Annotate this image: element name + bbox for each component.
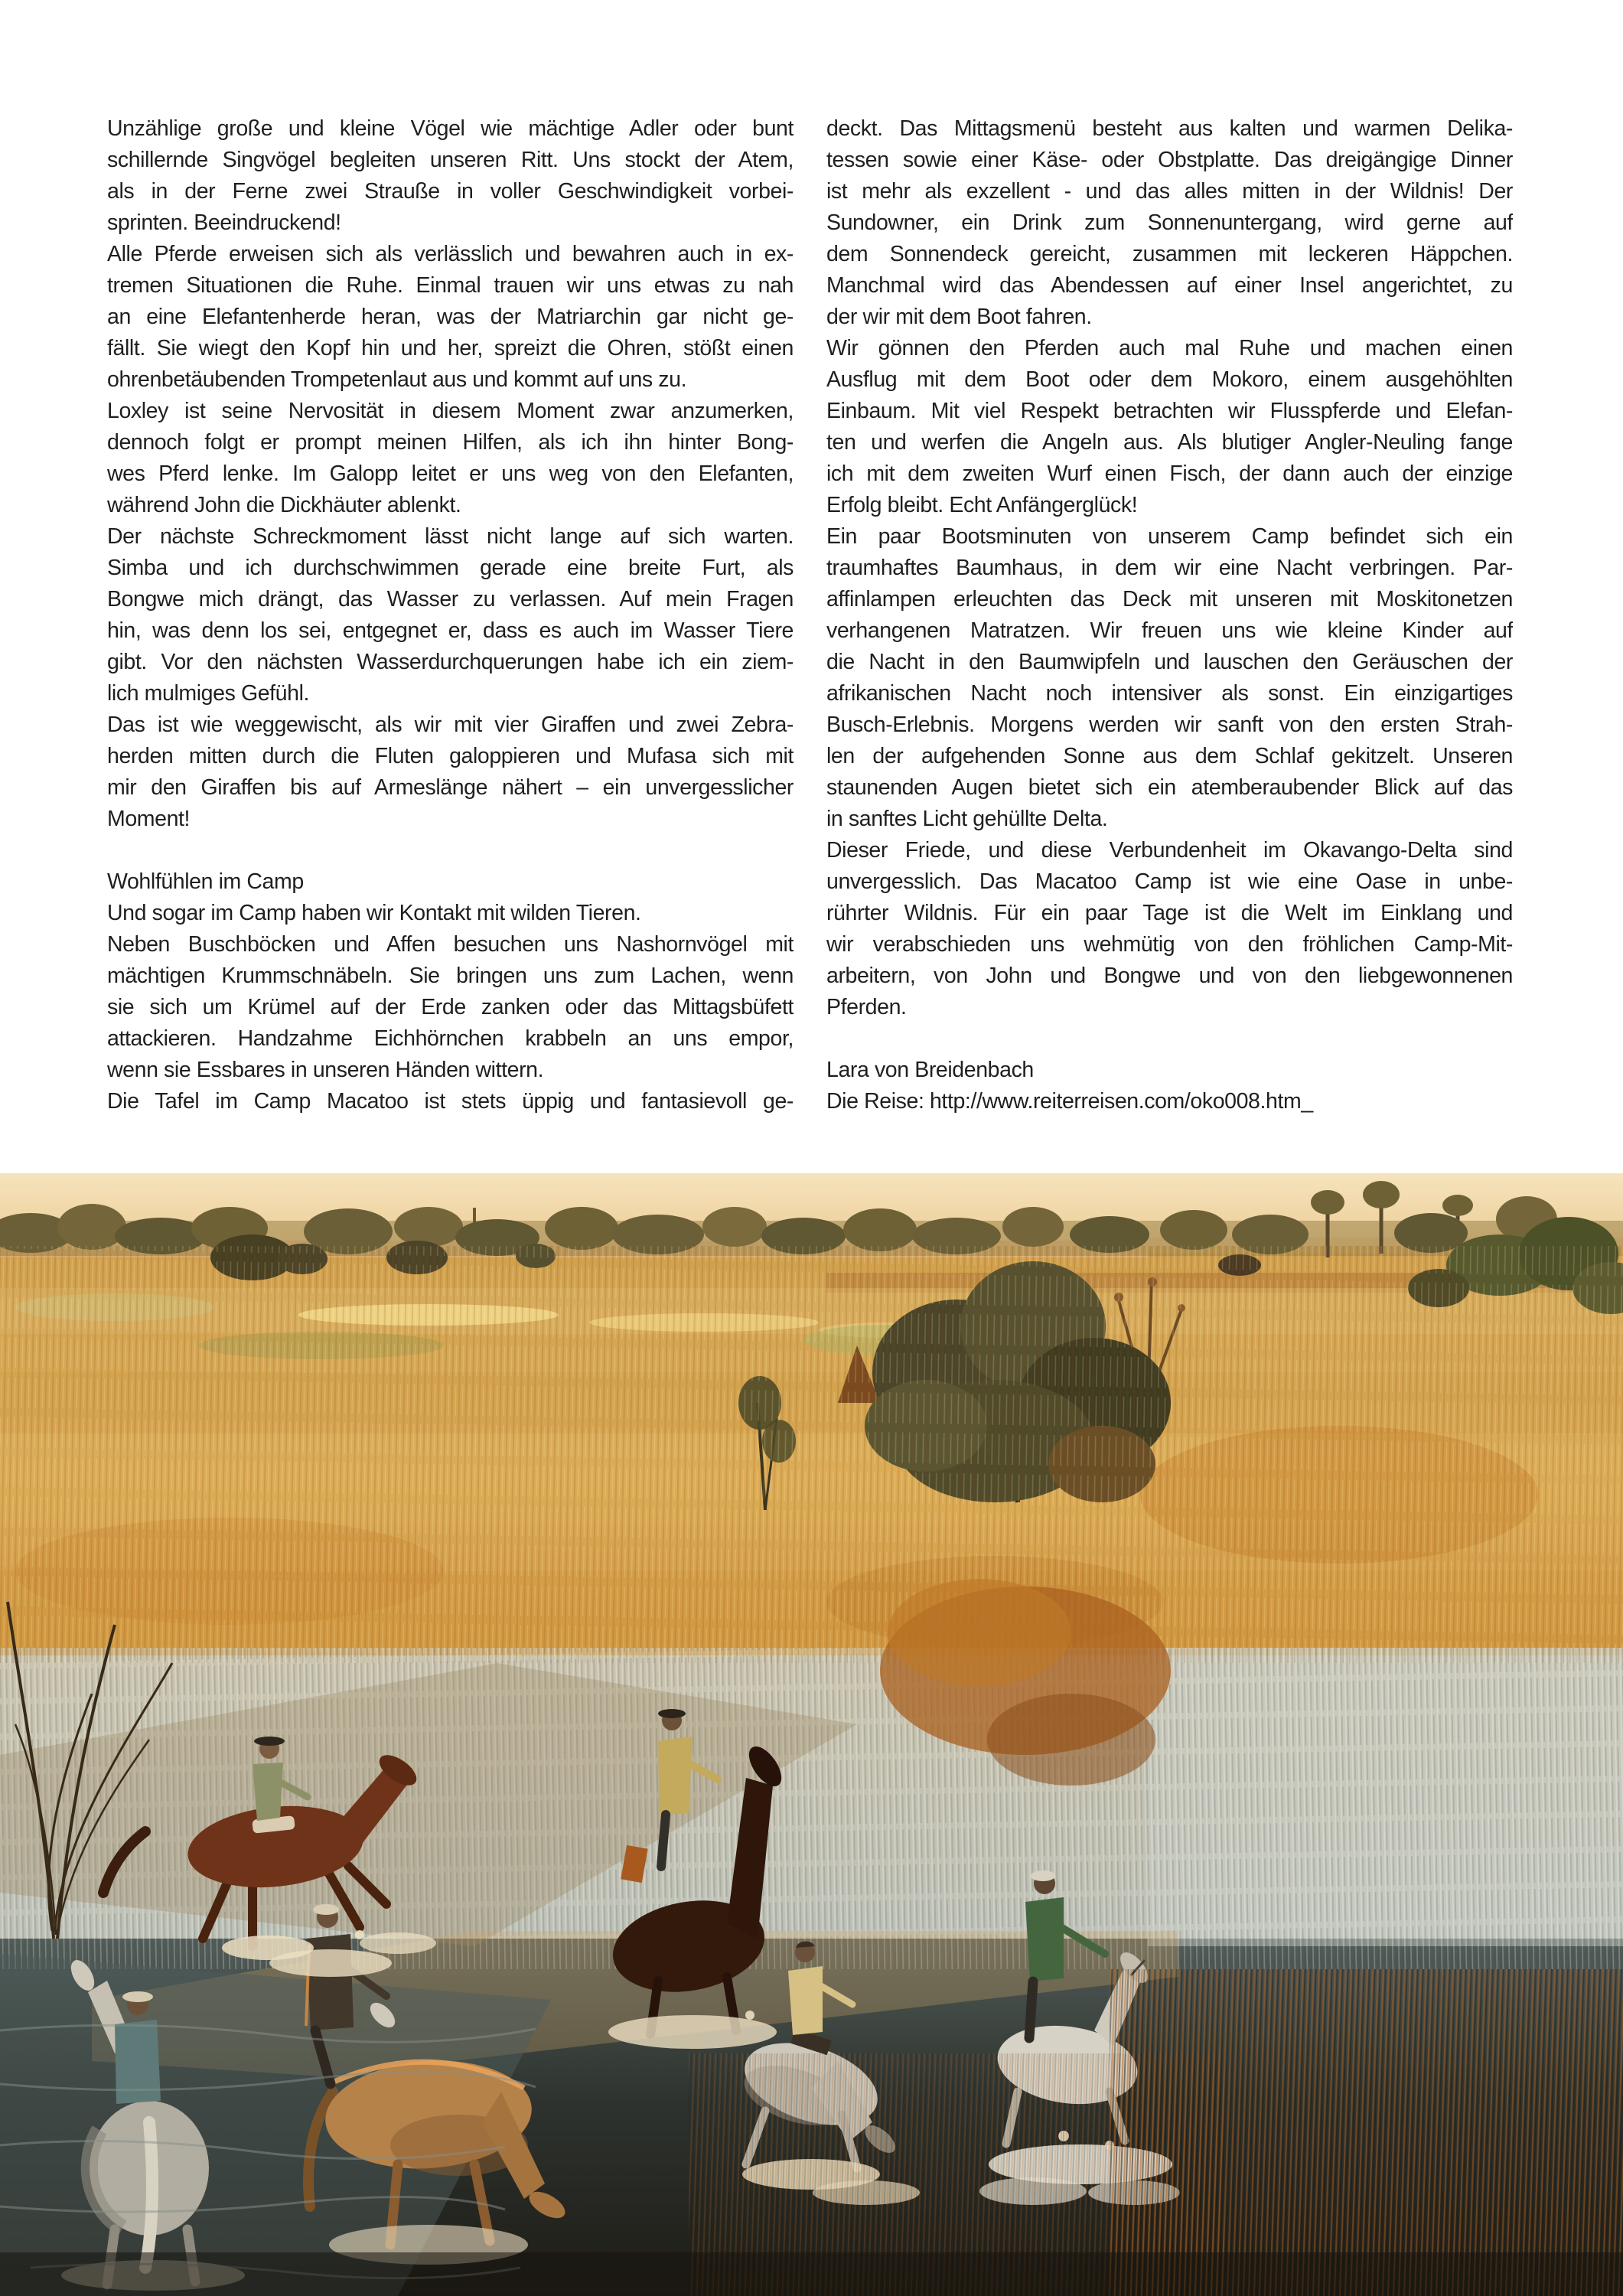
paragraph bbox=[826, 113, 1513, 333]
text-line: Neben Buschböcken und Affen besuchen uns Nashornvögel mit bbox=[107, 932, 794, 957]
text-line: wir verabschieden uns wehmütig von den fröhlichen Camp-Mit- bbox=[826, 932, 1513, 957]
text-line: herden mitten durch die Fluten galoppieren und Mufasa sich mit bbox=[107, 744, 794, 768]
author-line bbox=[826, 1055, 1513, 1086]
text-line: Wohlfühlen im Camp bbox=[107, 869, 304, 894]
section-heading bbox=[107, 866, 794, 898]
text-line: während John die Dickhäuter ablenkt. bbox=[107, 493, 461, 517]
text-line: Unzählige große und kleine Vögel wie mächtige Adler oder bunt bbox=[107, 116, 794, 141]
article-column-right bbox=[826, 113, 1513, 1117]
paragraph bbox=[107, 929, 794, 1086]
delta-photo-canvas bbox=[0, 1173, 1623, 2296]
text-line: verhangenen Matratzen. Wir freuen uns wie kleine Kinder auf bbox=[826, 618, 1513, 643]
text-line: Busch-Erlebnis. Morgens werden wir sanft von den ersten Strah- bbox=[826, 713, 1513, 737]
text-line: rührter Wildnis. Für ein paar Tage ist die Welt im Einklang und bbox=[826, 901, 1513, 925]
text-line: Pferden. bbox=[826, 995, 907, 1019]
text-line: Sundowner, ein Drink zum Sonnenuntergang, wird gerne auf bbox=[826, 210, 1513, 235]
rider-shirt-khaki bbox=[658, 1737, 693, 1815]
paragraph bbox=[107, 113, 794, 239]
text-line: wenn sie Essbares in unseren Händen wittern. bbox=[107, 1058, 544, 1082]
text-line: Moment! bbox=[107, 807, 191, 831]
text-line: ten und werfen die Angeln aus. Als blutiger Angler-Neuling fange bbox=[826, 430, 1513, 455]
rider-hat bbox=[254, 1737, 285, 1746]
text-line: Ausflug mit dem Boot oder dem Mokoro, einem ausgehöhlten bbox=[826, 367, 1513, 392]
delta-photo bbox=[0, 1173, 1623, 2296]
text-line: Bongwe mich drängt, das Wasser zu verlassen. Auf mein Fragen bbox=[107, 587, 794, 612]
horse-tail bbox=[145, 2122, 152, 2268]
paragraph bbox=[107, 239, 794, 396]
text-line: unvergesslich. Das Macatoo Camp ist wie eine Oase in unbe- bbox=[826, 869, 1513, 894]
text-line: tessen sowie einer Käse- oder Obstplatte. Das dreigängige Dinner bbox=[826, 148, 1513, 172]
travel-link-line bbox=[826, 1086, 1513, 1117]
text-line: attackieren. Handzahme Eichhörnchen krabbeln an uns empor, bbox=[107, 1026, 794, 1051]
text-line: Lara von Breidenbach bbox=[826, 1058, 1034, 1082]
text-line: dennoch folgt er prompt meinen Hilfen, als ich ihn hinter Bong- bbox=[107, 430, 794, 455]
text-line: arbeitern, von John und Bongwe und von den liebgewonnenen bbox=[826, 964, 1513, 988]
paragraph bbox=[107, 1086, 794, 1117]
text-line: tremen Situationen die Ruhe. Einmal trauen wir uns etwas zu nah bbox=[107, 273, 794, 298]
text-line: afrikanischen Nacht noch intensiver als sonst. Ein einzigartiges bbox=[826, 681, 1513, 706]
text-line: wes Pferd lenke. Im Galopp leitet er uns weg von den Elefanten, bbox=[107, 461, 794, 486]
text-line: traumhaftes Baumhaus, in dem wir eine Nacht verbringen. Par- bbox=[826, 556, 1513, 580]
paragraph bbox=[826, 835, 1513, 1023]
text-line: sprinten. Beeindruckend! bbox=[107, 210, 341, 235]
rider-shirt-sage bbox=[253, 1763, 283, 1821]
text-line: in sanftes Licht gehüllte Delta. bbox=[826, 807, 1108, 831]
text-line: schillernde Singvögel begleiten unseren Ritt. Uns stockt der Atem, bbox=[107, 148, 794, 172]
paragraph bbox=[826, 333, 1513, 521]
rider-hat bbox=[658, 1709, 686, 1718]
text-line: Und sogar im Camp haben wir Kontakt mit wilden Tieren. bbox=[107, 901, 641, 925]
text-line: staunenden Augen bietet sich ein atemberaubender Blick auf das bbox=[826, 775, 1513, 800]
text-line: Erfolg bleibt. Echt Anfängerglück! bbox=[826, 493, 1138, 517]
text-line: ist mehr als exzellent - und das alles mitten in der Wildnis! Der bbox=[826, 179, 1513, 204]
paragraph bbox=[107, 898, 794, 929]
rider-shirt-green bbox=[1025, 1897, 1064, 1981]
text-line: der wir mit dem Boot fahren. bbox=[826, 305, 1092, 329]
text-line: Das ist wie weggewischt, als wir mit vier Giraffen und zwei Zebra- bbox=[107, 713, 794, 737]
rider-light-cap bbox=[313, 1904, 339, 1915]
paragraph bbox=[107, 396, 794, 521]
text-line: Die Reise: http://www.reiterreisen.com/oko008.htm_ bbox=[826, 1089, 1313, 1114]
text-line: Loxley ist seine Nervosität in diesem Moment zwar anzumerken, bbox=[107, 399, 794, 423]
article-body bbox=[107, 113, 1513, 1117]
text-line: Einbaum. Mit viel Respekt betrachten wir Flusspferde und Elefan- bbox=[826, 399, 1513, 423]
text-line: Der nächste Schreckmoment lässt nicht lange auf sich warten. bbox=[107, 524, 794, 549]
text-line: ich mit dem zweiten Wurf einen Fisch, der dann auch der einzige bbox=[826, 461, 1513, 486]
text-line: deckt. Das Mittagsmenü besteht aus kalten und warmen Delika- bbox=[826, 116, 1513, 141]
article-column-left bbox=[107, 113, 794, 1117]
text-line: hin, was denn los sei, entgegnet er, dass es auch im Wasser Tiere bbox=[107, 618, 794, 643]
paragraph bbox=[107, 709, 794, 835]
text-line: Wir gönnen den Pferden auch mal Ruhe und machen einen bbox=[826, 336, 1513, 360]
paragraph bbox=[107, 521, 794, 709]
text-line: lich mulmiges Gefühl. bbox=[107, 681, 310, 706]
text-line: len der aufgehenden Sonne aus dem Schlaf gekitzelt. Unseren bbox=[826, 744, 1513, 768]
rider-pale-cap bbox=[1031, 1870, 1055, 1881]
rider-shirt-teal bbox=[115, 2020, 161, 2104]
text-line: die Nacht in den Baumwipfeln und lauschen den Geräuschen der bbox=[826, 650, 1513, 674]
rider-shirt-cream bbox=[788, 1966, 823, 2035]
text-line: Manchmal wird das Abendessen auf einer Insel angerichtet, zu bbox=[826, 273, 1513, 298]
text-line: mir den Giraffen bis auf Armeslänge nähert – ein unvergesslicher bbox=[107, 775, 794, 800]
text-line: ohrenbetäubenden Trompetenlaut aus und kommt auf uns zu. bbox=[107, 367, 687, 392]
text-line: mächtigen Krummschnäbeln. Sie bringen uns zum Lachen, wenn bbox=[107, 964, 794, 988]
text-line: Simba und ich durchschwimmen gerade eine breite Furt, als bbox=[107, 556, 794, 580]
text-line: gibt. Vor den nächsten Wasserdurchquerungen habe ich ein ziem- bbox=[107, 650, 794, 674]
text-line: Ein paar Bootsminuten von unserem Camp befindet sich ein bbox=[826, 524, 1513, 549]
text-line: an eine Elefantenherde heran, was der Matriarchin gar nicht ge- bbox=[107, 305, 794, 329]
rider-straw-hat bbox=[122, 1991, 153, 2002]
text-line: affinlampen erleuchten das Deck mit unseren mit Moskitonetzen bbox=[826, 587, 1513, 612]
text-line: als in der Ferne zwei Strauße in voller Geschwindigkeit vorbei- bbox=[107, 179, 794, 204]
text-line: Dieser Friede, und diese Verbundenheit im Okavango-Delta sind bbox=[826, 838, 1513, 863]
text-line: dem Sonnendeck gereicht, zusammen mit leckeren Häppchen. bbox=[826, 242, 1513, 266]
text-line: Alle Pferde erweisen sich als verlässlich und bewahren auch in ex- bbox=[107, 242, 794, 266]
text-line: Die Tafel im Camp Macatoo ist stets üppig und fantasievoll ge- bbox=[107, 1089, 794, 1114]
text-line: sie sich um Krümel auf der Erde zanken oder das Mittagsbüfett bbox=[107, 995, 794, 1019]
paragraph bbox=[826, 521, 1513, 835]
text-line: fällt. Sie wiegt den Kopf hin und her, spreizt die Ohren, stößt einen bbox=[107, 336, 794, 360]
